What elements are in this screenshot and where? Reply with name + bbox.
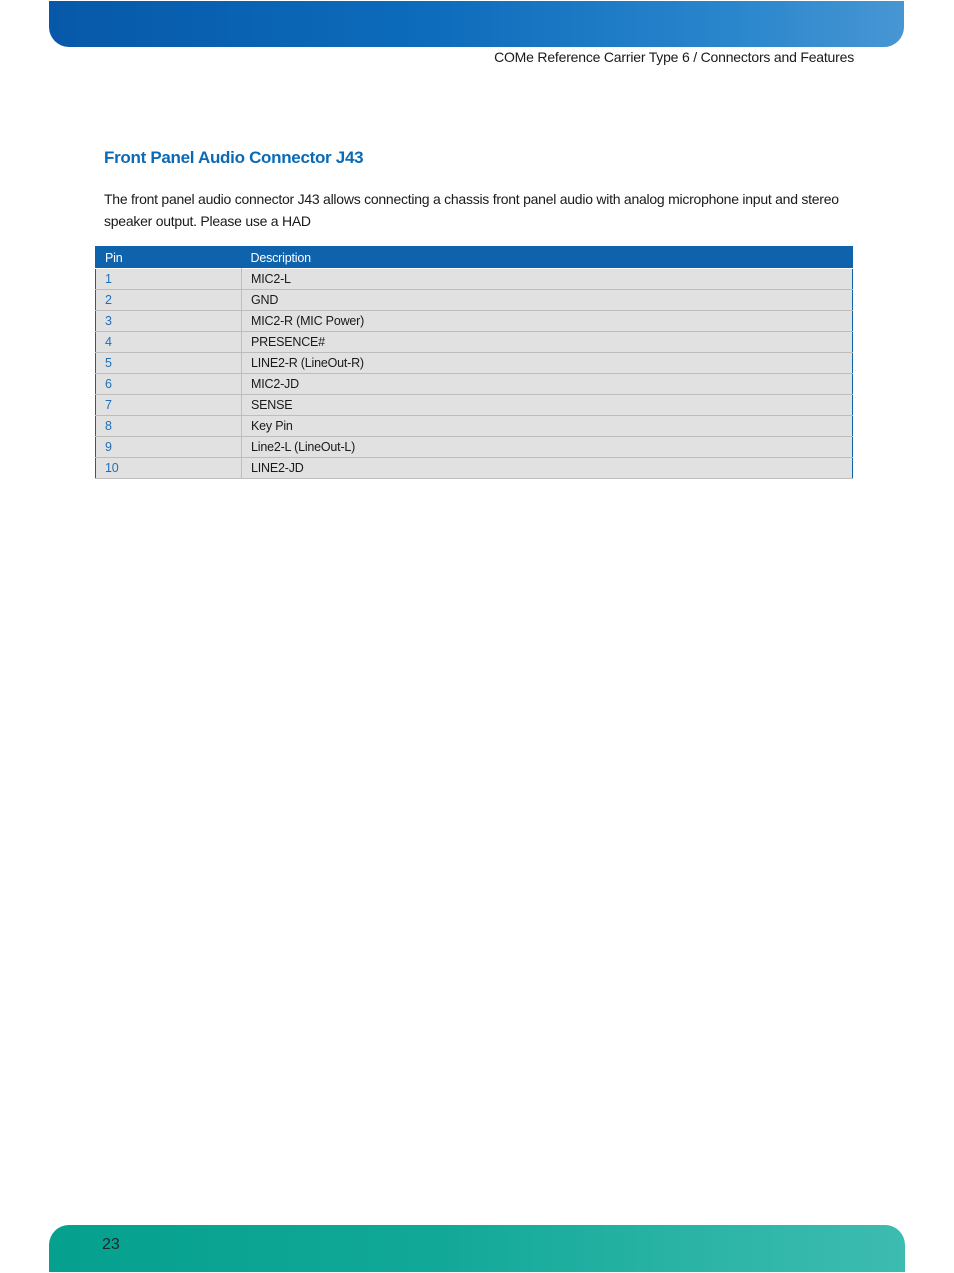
- description-cell: GND: [242, 290, 853, 311]
- description-cell: LINE2-R (LineOut-R): [242, 353, 853, 374]
- column-header-pin: Pin: [96, 247, 242, 269]
- description-cell: SENSE: [242, 395, 853, 416]
- description-cell: MIC2-JD: [242, 374, 853, 395]
- table-row: [96, 437, 853, 458]
- section-body: The front panel audio connector J43 allows connecting a chassis front panel audio with analog microphone input and stereo speaker output. Please use a HAD: [104, 191, 839, 229]
- pin-cell: 3: [96, 311, 242, 332]
- pin-cell: 1: [96, 269, 242, 290]
- description-cell: PRESENCE#: [242, 332, 853, 353]
- description-cell: Key Pin: [242, 416, 853, 437]
- pin-cell: 4: [96, 332, 242, 353]
- pin-cell: 7: [96, 395, 242, 416]
- pin-cell: 9: [96, 437, 242, 458]
- footer-band: [49, 1225, 905, 1272]
- table-row: [96, 458, 853, 479]
- pin-cell: 6: [96, 374, 242, 395]
- table-row: [96, 353, 853, 374]
- pin-table: [95, 246, 853, 479]
- description-cell: Line2-L (LineOut-L): [242, 437, 853, 458]
- description-cell: MIC2-L: [242, 269, 853, 290]
- pin-cell: 10: [96, 458, 242, 479]
- pin-cell: 5: [96, 353, 242, 374]
- table-header-row: [96, 247, 853, 269]
- pin-cell: 8: [96, 416, 242, 437]
- table-row: [96, 269, 853, 290]
- section-title: Front Panel Audio Connector J43: [104, 148, 364, 167]
- table-row: [96, 416, 853, 437]
- table-row: [96, 332, 853, 353]
- header-band: [49, 1, 904, 47]
- table-row: [96, 395, 853, 416]
- running-header: COMe Reference Carrier Type 6 / Connectors and Features: [494, 49, 854, 65]
- column-header-description: Description: [242, 247, 853, 269]
- page-number: 23: [102, 1236, 120, 1253]
- description-cell: MIC2-R (MIC Power): [242, 311, 853, 332]
- table-row: [96, 374, 853, 395]
- table-row: [96, 311, 853, 332]
- table-row: [96, 290, 853, 311]
- pin-cell: 2: [96, 290, 242, 311]
- description-cell: LINE2-JD: [242, 458, 853, 479]
